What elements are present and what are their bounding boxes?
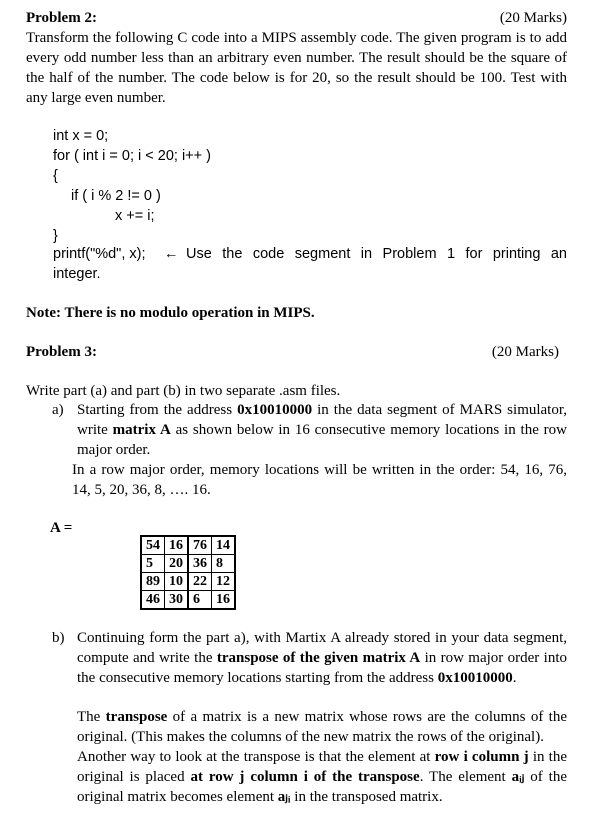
- problem2-intro-line4: any large even number.: [26, 90, 166, 106]
- matrix-a-table: [140, 535, 236, 610]
- table-row: [141, 555, 235, 573]
- part-b-label: b): [52, 630, 65, 646]
- matrix-cell: 16: [212, 591, 236, 610]
- problem2-intro-line1: Transform the following C code into a MIPS assembly code. The given program is to add: [26, 30, 567, 46]
- problem3-marks: (20 Marks): [491, 344, 559, 360]
- table-row: [141, 591, 235, 610]
- matrix-label: A =: [50, 520, 73, 536]
- matrix-cell: 76: [188, 536, 212, 555]
- printf-note-line2: integer.: [53, 266, 101, 282]
- problem3-instruction: Write part (a) and part (b) in two separate .asm files.: [26, 383, 341, 399]
- row-major-line1: In a row major order, memory locations will be written in the order: 54, 16, 76,: [72, 462, 567, 478]
- matrix-cell: 16: [165, 536, 189, 555]
- problem2-intro-line2: every odd number less than an arbitrary even number. The result should be the square of: [26, 50, 567, 66]
- transpose-def-line1: The transpose of a matrix is a new matrix whose rows are the columns of the: [77, 709, 567, 725]
- matrix-cell: 54: [141, 536, 165, 555]
- code-line: {: [53, 168, 58, 184]
- transpose-def-line2: original. (This makes the columns of the new matrix the rows of the original).: [77, 729, 544, 745]
- matrix-cell: 30: [165, 591, 189, 610]
- part-b-line2: compute and write the transpose of the given matrix A in row major order into: [77, 650, 567, 666]
- printf-code: printf("%d", x);: [53, 246, 146, 262]
- matrix-cell: 36: [188, 555, 212, 573]
- part-b-line1: Continuing form the part a), with Martix A already stored in your data segment,: [77, 630, 567, 646]
- matrix-cell: 5: [141, 555, 165, 573]
- left-arrow-icon: ←: [164, 246, 179, 262]
- matrix-cell: 46: [141, 591, 165, 610]
- part-a-line2: write matrix A as shown below in 16 consecutive memory locations in the row: [77, 422, 567, 438]
- transpose-def-line4: original is placed at row j column i of the transpose. The element aᵢⱼ of the: [77, 769, 567, 785]
- modulo-note: Note: There is no modulo operation in MIPS.: [26, 305, 315, 321]
- code-line: x += i;: [115, 208, 155, 224]
- matrix-cell: 89: [141, 573, 165, 591]
- matrix-cell: 14: [212, 536, 236, 555]
- printf-note-line1: Use the code segment in Problem 1 for printing an: [186, 246, 567, 262]
- matrix-cell: 12: [212, 573, 236, 591]
- matrix-cell: 8: [212, 555, 236, 573]
- code-line: }: [53, 228, 58, 244]
- problem2-marks: (20 Marks): [499, 10, 567, 26]
- part-b-line3: the consecutive memory locations starting from the address 0x10010000.: [77, 670, 517, 686]
- matrix-cell: 10: [165, 573, 189, 591]
- table-row: [141, 573, 235, 591]
- matrix-cell: 22: [188, 573, 212, 591]
- code-line: int x = 0;: [53, 128, 109, 144]
- part-a-line1: Starting from the address 0x10010000 in the data segment of MARS simulator,: [77, 402, 567, 418]
- table-row: [141, 536, 235, 555]
- code-line: if ( i % 2 != 0 ): [71, 188, 161, 204]
- problem2-title: Problem 2:: [26, 10, 97, 26]
- transpose-def-line3: Another way to look at the transpose is that the element at row i column j in the: [77, 749, 567, 765]
- part-a-line3: major order.: [77, 442, 151, 458]
- part-a-label: a): [52, 402, 64, 418]
- problem2-intro-line3: the half of the number. The code below is for 20, so the result should be 100. Test with: [26, 70, 567, 86]
- matrix-cell: 6: [188, 591, 212, 610]
- transpose-def-line5: original matrix becomes element aⱼᵢ in the transposed matrix.: [77, 789, 443, 805]
- problem3-title: Problem 3:: [26, 344, 97, 360]
- code-line: for ( int i = 0; i < 20; i++ ): [53, 148, 211, 164]
- matrix-cell: 20: [165, 555, 189, 573]
- row-major-line2: 14, 5, 20, 36, 8, …. 16.: [72, 482, 211, 498]
